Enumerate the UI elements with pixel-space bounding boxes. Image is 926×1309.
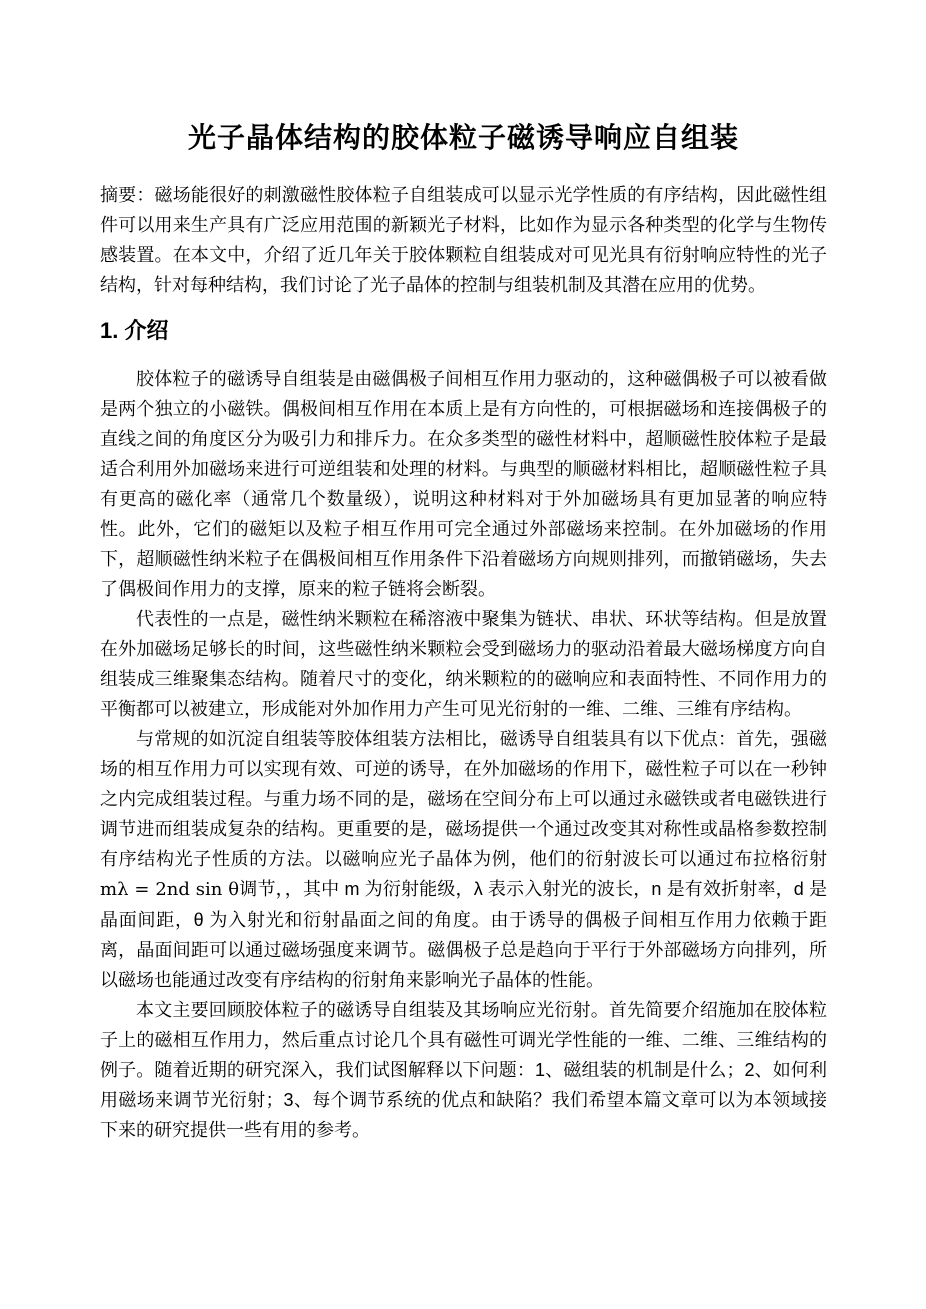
section-heading-introduction: 1. 介绍 — [100, 318, 169, 343]
paragraph-3-text-before-formula: 与常规的如沉淀自组装等胶体组装方法相比，磁诱导自组装具有以下优点：首先，强磁场的相互作用力可以实现有效、可逆的诱导，在外加磁场的作用下，磁性粒子可以在一秒钟之内完成组装过程。与重力场不同的是，磁场在空间分布上可以通过永磁铁或者电磁铁进行调节进而组装成复杂的结构。更重要的是，磁场提供一个通过改变其对称性或晶格参数控制有序结构光子性质的方法。以磁响应光子晶体为例，他们的衍射波长可以通过布拉格衍射 — [100, 729, 827, 869]
intro-paragraph-2: 代表性的一点是，磁性纳米颗粒在稀溶液中聚集为链状、串状、环状等结构。但是放置在外加磁场足够长的时间，这些磁性纳米颗粒会受到磁场力的驱动沿着最大磁场梯度方向自组装成三维聚集态结构。随着尺寸的变化，纳米颗粒的的磁响应和表面特性、不同作用力的平衡都可以被建立，形成能对外加作用力产生可见光衍射的一维、二维、三维有序结构。 — [100, 609, 827, 719]
paper-title: 光子晶体结构的胶体粒子磁诱导响应自组装 — [187, 122, 739, 153]
intro-paragraph-4: 本文主要回顾胶体粒子的磁诱导自组装及其场响应光衍射。首先简要介绍施加在胶体粒子上的磁相互作用力，然后重点讨论几个具有磁性可调光学性能的一维、二维、三维结构的例子。随着近期的研究深入，我们试图解释以下问题：1、磁组装的机制是什么；2、如何利用磁场来调节光衍射；3、每个调节系统的优点和缺陷？我们希望本篇文章可以为本领域接下来的研究提供一些有用的参考。 — [100, 1000, 827, 1140]
abstract-paragraph: 摘要：磁场能很好的刺激磁性胶体粒子自组装成可以显示光学性质的有序结构，因此磁性组件可以用来生产具有广泛应用范围的新颖光子材料，比如作为显示各种类型的化学与生物传感装置。在本文中，介绍了近几年关于胶体颗粒自组装成对可见光具有衍射响应特性的光子结构，针对每种结构，我们讨论了光子晶体的控制与组装机制及其潜在应用的优势。 — [100, 185, 827, 295]
intro-paragraph-1: 胶体粒子的磁诱导自组装是由磁偶极子间相互作用力驱动的，这种磁偶极子可以被看做是两个独立的小磁铁。偶极间相互作用在本质上是有方向性的，可根据磁场和连接偶极子的直线之间的角度区分为吸引力和排斥力。在众多类型的磁性材料中，超顺磁性胶体粒子是最适合利用外加磁场来进行可逆组装和处理的材料。与典型的顺磁材料相比，超顺磁性粒子具有更高的磁化率（通常几个数量级），说明这种材料对于外加磁场具有更加显著的响应特性。此外，它们的磁矩以及粒子相互作用可完全通过外部磁场来控制。在外加磁场的作用下，超顺磁性纳米粒子在偶极间相互作用条件下沿着磁场方向规则排列，而撤销磁场，失去了偶极间作用力的支撑，原来的粒子链将会断裂。 — [100, 369, 827, 599]
bragg-diffraction-formula: mλ = 2nd sin θ — [100, 879, 240, 900]
paragraph-3-text-after-formula: 调节，，其中 m 为衍射能级，λ 表示入射光的波长，n 是有效折射率，d 是晶面间距，θ 为入射光和衍射晶面之间的角度。由于诱导的偶极子间相互作用力依赖于距离，晶面间距可以通过磁场强度来调节。磁偶极子总是趋向于平行于外部磁场方向排列，所以磁场也能通过改变有序结构的衍射角来影响光子晶体的性能。 — [100, 879, 827, 990]
intro-paragraph-3 — [100, 724, 827, 995]
